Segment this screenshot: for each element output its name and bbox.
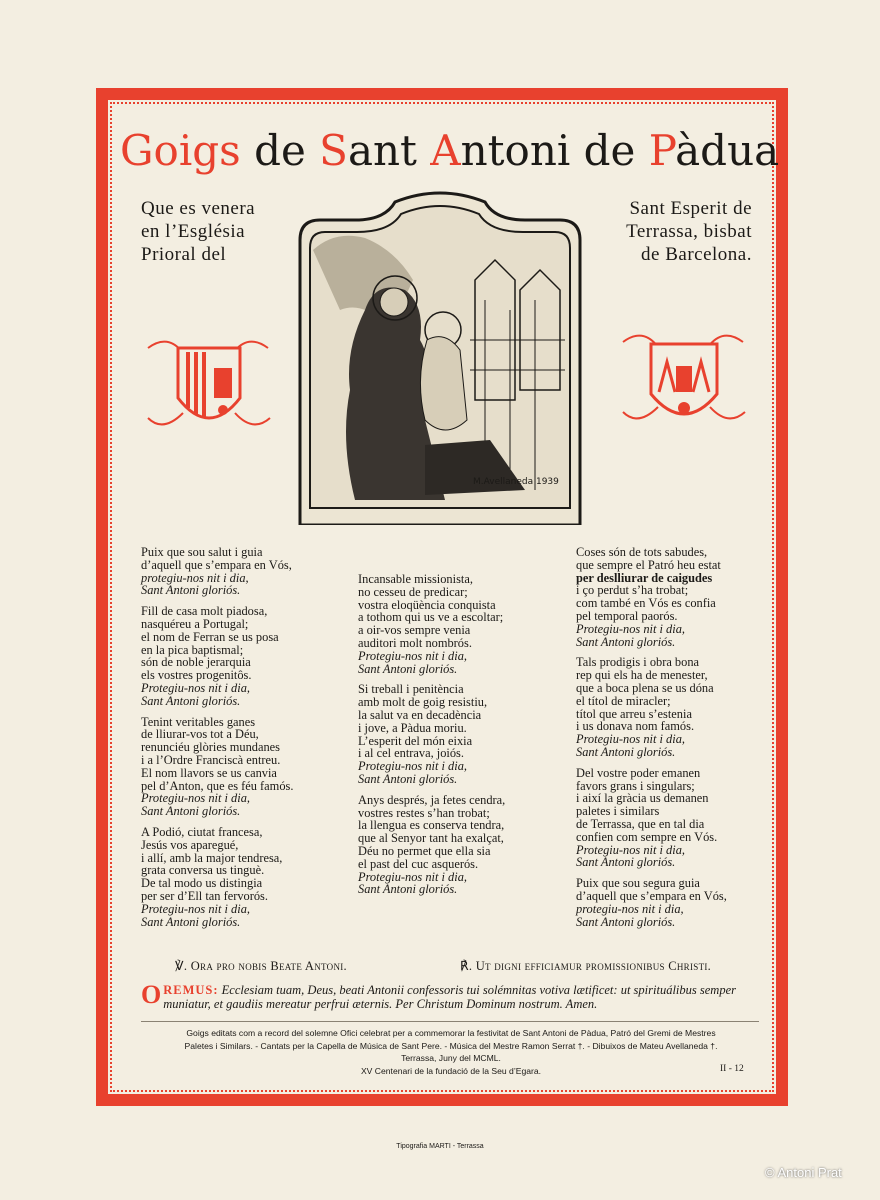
printer-credit: Tipografia MARTI - Terrassa (396, 1143, 484, 1150)
copyright-watermark: © Antoni Prat (765, 1165, 842, 1180)
page-number: II - 12 (720, 1064, 744, 1074)
page-title: Goigs de Sant Antoni de Pàdua (120, 126, 780, 175)
verse-column-1: Puix que sou salut i guia d’aquell que s’empara en Vós, protegiu-nos nit i dia, Sant Antoni gloriós. Fill de casa molt piadosa, nasquéreu a Portugal; el nom de Ferran se us posa en la pica baptismal; són de noble jerarquia els vostres progenitôs. Protegiu-nos nit i dia, Sant Antoni gloriós. Tenint veritables ganes de lliurar-vos tot a Déu, renunciéu glòries mundanes i a l’Ordre Franciscà entreu. El nom llavors se us canvia pel d’Anton, que es féu famós. Protegiu-nos nit i dia, Sant Antoni gloriós. A Podió, ciutat francesa, Jesús vos aparegué, i allí, amb la major tendresa, grata conversa us tinguè. De tal modo us distingia per ser d’Ell tan fervorós. Protegiu-nos nit i dia, Sant Antoni gloriós. (141, 545, 294, 929)
verse-column-3: Coses són de tots sabudes, que sempre el Patró heu estat per deslliurar de caigudes i ço perdut s’ha trobat; com també en Vós es confia pel temporal paorós. Protegiu-nos nit i dia, Sant Antoni gloriós. Tals prodigis i obra bona rep qui els ha de menester, que a boca plena se us dóna el títol de miracler; títol que arreu s’estenia i us donava nom famós. Protegiu-nos nit i dia, Sant Antoni gloriós. Del vostre poder emanen favors grans i singulars; i així la gràcia us demanen paletes i similars de Terrassa, que en tal dia confien com sempre en Vós. Protegiu-nos nit i dia, Sant Antoni gloriós. Puix que sou segura guia d’aquell que s’empara en Vós, protegiu-nos nit i dia, Sant Antoni gloriós. (576, 545, 727, 929)
response: ℟. Ut digni efficiamur promissionibus Christi. (460, 959, 712, 973)
coat-of-arms-left (138, 328, 280, 438)
coat-of-arms-right (613, 322, 755, 432)
subtitle-right: Sant Esperit de Terrassa, bisbat de Barcelona. (626, 198, 752, 265)
verse-column-2: Incansable missionista, no cesseu de predicar; vostra eloqüència conquista a tothom qui us ve a escoltar; a oir-vos sempre venia auditori molt nombrós. Protegiu-nos nit i dia, Sant Antoni gloriós. Si treball i penitència amb molt de goig resistiu, la salut va en decadència i jove, a Pàdua moriu. L’esperit del món eixia i al cel entrava, joiós. Protegiu-nos nit i dia, Sant Antoni gloriós. Anys després, ja fetes cendra, vostres restes s’han trobat; la llengua es conserva tendra, que al Senyor tant ha exalçat, Déu no permet que ella sia el past del cuc asquerós. Protegiu-nos nit i dia, Sant Antoni gloriós. (358, 572, 506, 897)
oremus-prayer: OREMUS: Ecclesiam tuam, Deus, beati Antonii confessoris tui solémnitas votiva lætificet: ut spirituálibus semper muniatur, et gaudiis mereatur perfrui æternis. Per Christum Dominum nostrum. Amen. (141, 980, 736, 1011)
signature: M.Avellaneda 1939 (473, 477, 559, 487)
subtitle-left: Que es venera en l’Església Prioral del (141, 198, 256, 265)
divider (141, 1021, 759, 1022)
colophon: Goigs editats com a record del solemne Ofici celebrat per a commemorar la festivitat de Sant Antoni de Pàdua, Patró del Gremi de Mestres Paletes i Similars. - Cantats per la Capella de Música de Sant Pere. - Música del Mestre Ramon Serrat †. - Dibuixos de Mateu Avellaneda †. Terrassa, Juny del MCML. XV Centenari de la fundació de la Seu d’Egara. (184, 1028, 718, 1076)
versicle: ℣. Ora pro nobis Beate Antoni. (175, 959, 347, 973)
saint-anthony-illustration (295, 190, 585, 525)
